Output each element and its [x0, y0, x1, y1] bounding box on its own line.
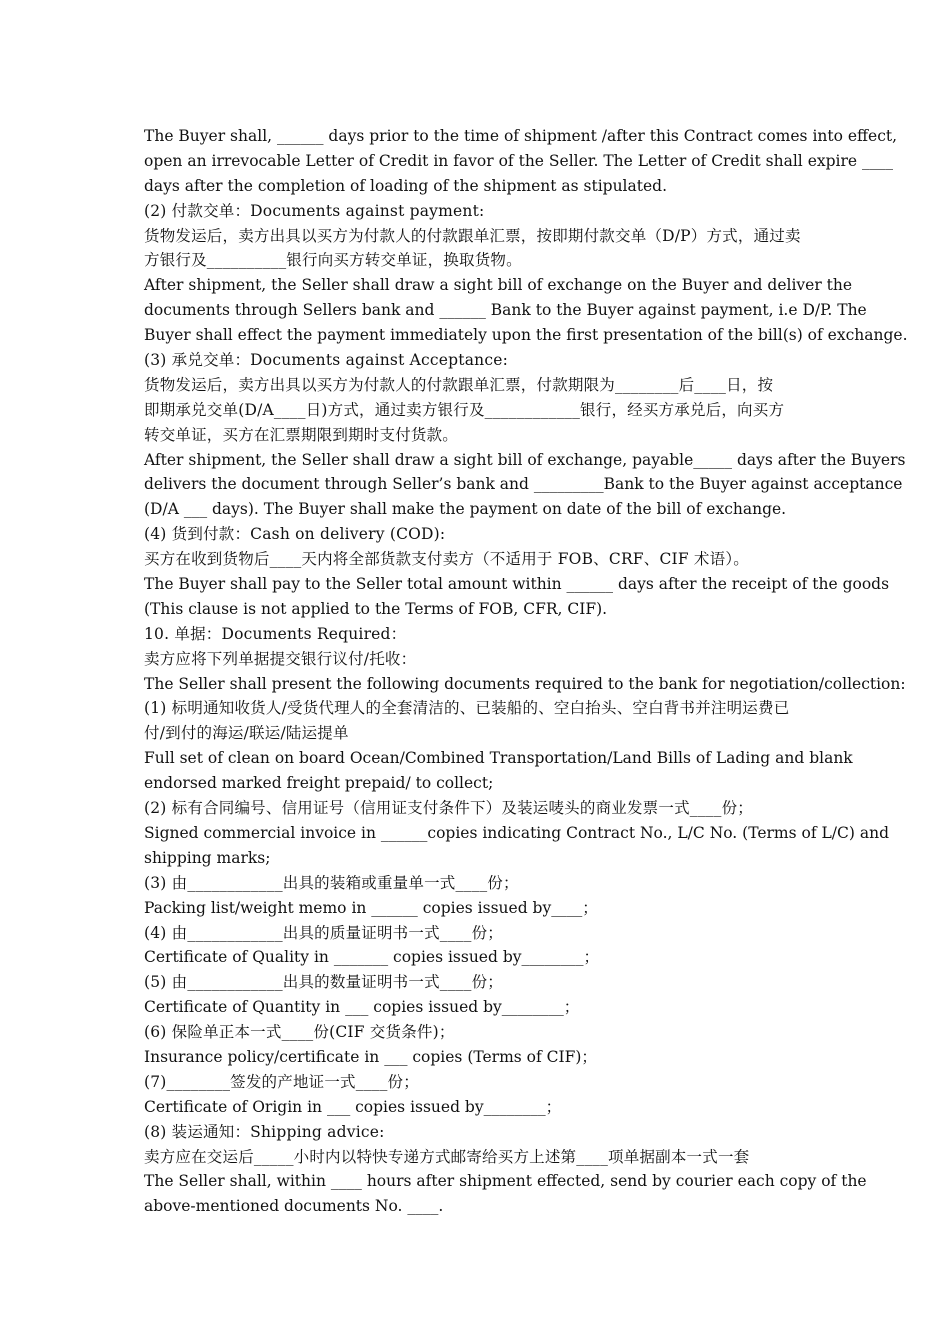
text-line: 买方在收到货物后____天内将全部货款支付卖方（不适用于 FOB、CRF、CIF 术语）。 [144, 550, 749, 569]
text-line: delivers the document through Seller’s bank and _________Bank to the Buyer against acceptance [144, 475, 903, 494]
text-line: (3) 承兑交单：Documents against Acceptance: [144, 351, 509, 370]
text-line: 方银行及__________银行向买方转交单证，换取货物。 [144, 251, 522, 270]
text-line: 货物发运后，卖方出具以买方为付款人的付款跟单汇票，付款期限为________后____日，按 [144, 375, 774, 394]
text-line: (6) 保险单正本一式____份(CIF 交货条件)； [144, 1023, 455, 1042]
text-line: Signed commercial invoice in ______copies indicating Contract No., L/C No. (Terms of L/C) and [144, 823, 889, 842]
text-line: endorsed marked freight prepaid/ to collect; [144, 774, 494, 793]
text-line: (8) 装运通知：Shipping advice: [144, 1122, 385, 1141]
text-line: 卖方应在交运后_____小时内以特快专递方式邮寄给买方上述第____项单据副本一式一套 [144, 1147, 750, 1166]
text-line: The Buyer shall pay to the Seller total amount within ______ days after the receipt of the goods [144, 575, 890, 594]
text-line: After shipment, the Seller shall draw a sight bill of exchange, payable_____ days after the Buyers [144, 450, 906, 469]
text-line: 付/到付的海运/联运/陆运提单 [144, 724, 349, 743]
text-line: The Seller shall present the following documents required to the bank for negotiation/collection: [144, 674, 906, 693]
text-line: Packing list/weight memo in ______ copies issued by____； [144, 898, 598, 917]
text-line: The Seller shall, within ____ hours after shipment effected, send by courier each copy of the [144, 1172, 867, 1191]
text-line: Full set of clean on board Ocean/Combined Transportation/Land Bills of Lading and blank [144, 749, 853, 768]
text-line: shipping marks; [144, 848, 271, 867]
text-line: (This clause is not applied to the Terms of FOB, CFR, CIF). [144, 599, 608, 618]
text-line: (5) 由____________出具的数量证明书一式____份； [144, 973, 503, 992]
text-line: above-mentioned documents No. ____. [144, 1197, 444, 1216]
document-body [144, 124, 908, 1219]
text-line: (1) 标明通知收货人/受货代理人的全套清洁的、已装船的、空白抬头、空白背书并注明运费已 [144, 699, 790, 718]
text-line: Certificate of Origin in ___ copies issued by________； [144, 1097, 562, 1116]
text-line: The Buyer shall, ______ days prior to the time of shipment /after this Contract comes into effect, [144, 127, 898, 145]
text-line: 转交单证，买方在汇票期限到期时支付货款。 [144, 425, 459, 444]
text-line: documents through Sellers bank and ______ Bank to the Buyer against payment, i.e D/P. The [144, 301, 867, 320]
text-line: Buyer shall effect the payment immediately upon the first presentation of the bill(s) of exchange. [144, 326, 908, 345]
text-line: 10. 单据：Documents Required： [144, 624, 407, 643]
text-line: days after the completion of loading of the shipment as stipulated. [144, 176, 668, 195]
text-line: 即期承兑交单(D/A____日)方式，通过卖方银行及____________银行，经买方承兑后，向买方 [144, 400, 785, 419]
text-line: (2) 付款交单：Documents against payment: [144, 201, 485, 220]
text-line: Certificate of Quality in _______ copies issued by________； [144, 948, 600, 967]
text-line: (3) 由____________出具的装箱或重量单一式____份； [144, 873, 519, 892]
text-line: 卖方应将下列单据提交银行议付/托收： [144, 649, 417, 668]
text-line: (4) 货到付款：Cash on delivery (COD): [144, 525, 446, 544]
text-line: (4) 由____________出具的质量证明书一式____份； [144, 923, 503, 942]
text-line: open an irrevocable Letter of Credit in favor of the Seller. The Letter of Credit shall expire ____ [144, 151, 893, 170]
text-line: (D/A ___ days). The Buyer shall make the payment on date of the bill of exchange. [144, 500, 787, 519]
text-line: (2) 标有合同编号、信用证号（信用证支付条件下）及装运唛头的商业发票一式____份； [144, 799, 753, 818]
text-line: 货物发运后，卖方出具以买方为付款人的付款跟单汇票，按即期付款交单（D/P）方式，通过卖 [144, 226, 801, 245]
text-line: After shipment, the Seller shall draw a sight bill of exchange on the Buyer and deliver the [144, 276, 853, 295]
text-line: Certificate of Quantity in ___ copies issued by________； [144, 998, 580, 1017]
text-line: Insurance policy/certificate in ___ copies (Terms of CIF)； [144, 1047, 597, 1066]
text-line: (7)________签发的产地证一式____份； [144, 1072, 419, 1091]
